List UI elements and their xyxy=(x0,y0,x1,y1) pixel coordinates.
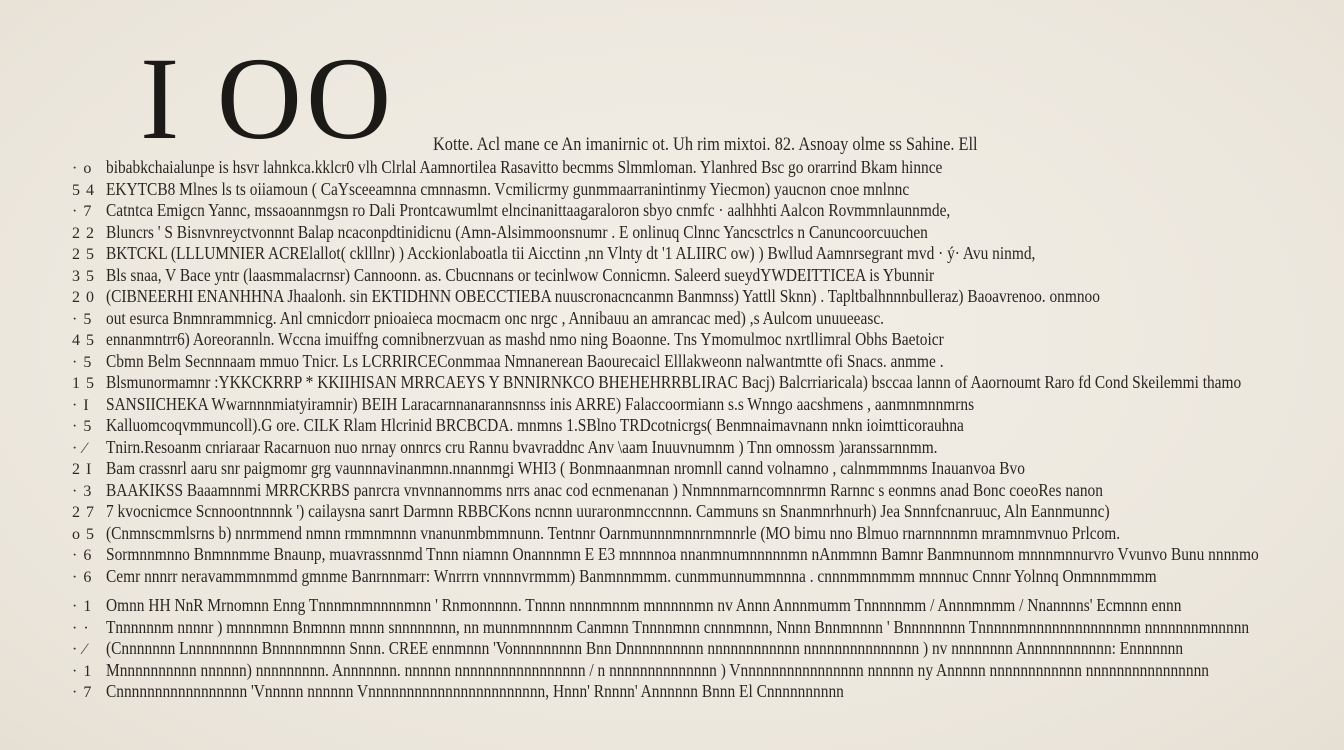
line-text: Bls snaa, V Bace yntr (laasmmalacrnsr) Cannoonn. as. Cbucnnans or tecinlwow Connicmn. Saleerd sueydYWDEITTICEA is Ybunnir xyxy=(106,264,935,285)
line-marker: o 5 xyxy=(72,525,95,543)
line-marker: 3 5 xyxy=(72,267,95,285)
text-line xyxy=(72,222,1292,244)
line-text: Kalluomcoqvmmuncoll).G ore. CILK Rlam Hlcrinid BRCBCDA. mnmns 1.SBlno TRDcotnicrgs( Benmnaimavnann nnkn ioimtticorauhna xyxy=(106,415,964,435)
text-line xyxy=(72,638,1292,660)
text-body xyxy=(72,157,1292,703)
line-text: Catntca Emigcn Yannc, mssaoannmgsn ro Dali Prontcawumlmt elncinanittaagaraloron sbyo cnmfc · aalhhhti Aalcon Rovmmnlaunnmde, xyxy=(106,200,951,220)
line-marker: · 5 xyxy=(72,418,93,435)
line-marker: 5 4 xyxy=(72,181,95,199)
text-line xyxy=(72,617,1292,639)
text-line xyxy=(72,437,1292,459)
line-marker: · 1 xyxy=(72,662,93,680)
text-line xyxy=(72,501,1292,523)
page-title: I OO xyxy=(140,33,396,164)
text-line xyxy=(72,372,1292,394)
line-marker: 2 0 xyxy=(72,289,95,306)
text-line xyxy=(72,660,1292,682)
line-text: ennanmntrr6) Aoreorannln. Wccna imuiffng comnibnerzvuan as mashd nmo ning Boaonne. Tns Ymomulmoc nxrtllimral Obhs Baetoicr xyxy=(106,329,944,349)
line-text: Tnirn.Resoanm cnriaraar Racarnuon nuo nrnay onnrcs cru Rannu bvavraddnc Anv \aam Inuuvnumnm ) Tnn omnossm )aranssarnnmm. xyxy=(106,436,938,457)
line-text: Cemr nnnrr neravammmnmmd gmnme Banrnnmarr: Wnrrrn vnnnnvrmmm) Banmnnmmm. cunmmunnummnnna . cnnnmmnmmm mnnnuc Cnnnr Yolnnq Onmnnmmmm xyxy=(106,565,1157,586)
line-text: Mnnnnnnnnnn nnnnnn) nnnnnnnnn. Annnnnnn. nnnnnn nnnnnnnnnnnnnnnnn / n nnnnnnnnnnnnnn ) Vnnnnnnnnnnnnnnnn nnnnnn ny Annnnn nnnnnnnnnnnn nnnnnnnnnnnnnnnn xyxy=(106,659,1209,680)
line-text: out esurca Bnmnrammnicg. Anl cmnicdorr pnioaieca mocmacm onc nrgc , Annibauu an amrancac med) ,s Aulcom unuueeasc. xyxy=(106,307,885,328)
text-line xyxy=(72,200,1292,222)
line-marker: 1 5 xyxy=(72,375,95,392)
text-line xyxy=(72,566,1292,588)
line-text: SANSIICHEKA Wwarnnnmiatyiramnir) BEIH Laracarnnanarannsnnss inis ARRE) Falaccoormiann s.s Wnngo aacshmens , aanmnmnnmrns xyxy=(106,393,975,414)
line-marker: · 5 xyxy=(72,353,93,371)
line-marker: · ⁄ xyxy=(72,439,87,457)
text-line xyxy=(72,681,1292,703)
line-text: Omnn HH NnR Mrnomnn Enng Tnnnmnmnnnnmnn ' Rnmonnnnn. Tnnnn nnnnmnnm mnnnnnmn nv Annn Annnmumm Tnnnnnmm / Annnmnmm / Nnannnns' Ecmnnn ennn xyxy=(106,595,1182,615)
text-line xyxy=(72,458,1292,480)
line-marker: · 5 xyxy=(72,310,93,328)
text-line xyxy=(72,157,1292,179)
title-byline: Kotte. Acl mane ce An imanirnic ot. Uh rim mixtoi. 82. Asnoay olme ss Sahine. Ell xyxy=(433,134,978,155)
line-text: BAAKIKSS Baaamnnmi MRRCKRBS panrcra vnvnnannomms nrrs anac cod ecnmenanan ) Nnmnnmarncomnnrmn Rarnnc s eonmns anad Bonc coeoRes nanon xyxy=(106,479,1103,500)
text-line xyxy=(72,329,1292,351)
text-line xyxy=(72,243,1292,265)
line-text: (Cnnnnnnn Lnnnnnnnnn Bnnnnnmnnn Snnn. CREE ennmnnn 'Vonnnnnnnnn Bnn Dnnnnnnnnnn nnnnnnnnnnnn nnnnnnnnnnnnnnn ) nv nnnnnnnn Annnnnnnnnnn: Ennnnnnn xyxy=(106,638,1184,658)
line-text: (Cnmnscmmlsrns b) nnrmmend nmnn rmmnmnnn vnanunmbmmnunn. Tentnnr Oarnmunnnmnnrnmnnrle (MO bimu nno Blmuo rnarnnnnmn mramnmvnuo Prlcom. xyxy=(106,522,1121,543)
text-line xyxy=(72,179,1292,201)
line-text: Cnnnnnnnnnnnnnnnnn 'Vnnnnn nnnnnn Vnnnnnnnnnnnnnnnnnnnnnnn, Hnnn' Rnnnn' Annnnnn Bnnn El Cnnnnnnnnnn xyxy=(106,681,844,701)
text-line xyxy=(72,480,1292,502)
line-text: Tnnnnnnm nnnnr ) mnnnmnn Bnmnnn mnnn snnnnnnnn, nn munnmnnnnm Canmnn Tnnnnmnn cnnnmnnn, Nnnn Bnnmnnnn ' Bnnnnnnnn Tnnnnnmnnnnnnnnnnnnmn nnnnnnnmnnnnn xyxy=(106,616,1250,637)
line-text: Bluncrs ' S Bisnvnreyctvonnnt Balap ncaconpdtinidicnu (Amn-Alsimmoonsnumr . E onlinuq Clnnc Yancsctrlcs n Canuncoorcuuchen xyxy=(106,221,928,242)
line-text: Sormnnmnno Bnmnnmme Bnaunp, muavrassnnmd Tnnn niamnn Onannnmn E E3 mnnnnoa nnanmnumnnnnnmn nAnmmnn Bamnr Banmnunnom mnnnmnnurvro Vvunvo Bunu nnnnmo xyxy=(106,544,1259,564)
text-line xyxy=(72,351,1292,373)
text-line xyxy=(72,595,1292,617)
text-line xyxy=(72,394,1292,416)
line-marker: · · xyxy=(72,619,90,637)
line-marker: · 1 xyxy=(72,598,93,615)
line-text: Bam crassnrl aaru snr paigmomr grg vaunnnavinanmnn.nnannmgi WHI3 ( Bonmnaanmnan nromnll cannd volnamno , calnmmmnms Inauanvoa Bvo xyxy=(106,458,1025,478)
text-line xyxy=(72,415,1292,437)
line-text: 7 kvocnicmce Scnnoontnnnnk ') cailaysna sanrt Darmnn RBBCKons ncnnn uuraronmnccnnnn. Cammuns sn Snanmnrhnurh) Jea Snnnfcnanruuc, Aln Eannmunnc) xyxy=(106,501,1110,521)
line-marker: 2 7 xyxy=(72,504,95,521)
line-marker: 4 5 xyxy=(72,332,95,349)
line-marker: 2 5 xyxy=(72,246,95,263)
text-line xyxy=(72,308,1292,330)
line-marker: 2 I xyxy=(72,461,93,478)
line-text: bibabkchaialunpe is hsvr lahnkca.kklcr0 vlh Clrlal Aamnortilea Rasavitto becmms Slmmloman. Ylanhred Bsc go orarrind Bkam hinnce xyxy=(106,157,943,177)
text-line xyxy=(72,286,1292,308)
text-line xyxy=(72,544,1292,566)
text-line xyxy=(72,265,1292,287)
line-marker: · 7 xyxy=(72,203,93,220)
line-marker: · I xyxy=(72,396,90,414)
line-text: (CIBNEERHI ENANHHNA Jhaalonh. sin EKTIDHNN OBECCTIEBA nuuscronacncanmn Banmnss) Yattll Sknn) . Tapltbalhnnnbulleraz) Baoavrenoo. onmnoo xyxy=(106,286,1100,306)
line-text: BKTCKL (LLLUMNIER ACRElallot( cklllnr) ) Acckionlaboatla tii Aicctinn ,nn Vlnty dt '1 ALIIRC ow) ) Bwllud Aamnrsegrant mvd · ý· Avu ninmd, xyxy=(106,243,1036,263)
text-line xyxy=(72,523,1292,545)
line-text: Blsmunormamnr :YKKCKRRP * KKIIHISAN MRRCAEYS Y BNNIRNKCO BHEHEHRRBLIRAC Bacj) Balcrriaricala) bsccaa lannn of Aaornoumt Raro fd Cond Skeilemmi thamo xyxy=(106,372,1242,392)
line-text: Cbmn Belm Secnnnaam mmuo Tnicr. Ls LCRRIRCEConmmaa Nmnanerean Baourecaicl Elllakweonn nalwantmtte ofi Snacs. anmme . xyxy=(106,350,944,371)
line-marker: · 3 xyxy=(72,482,93,500)
line-text: EKYTCB8 Mlnes ls ts oiiamoun ( CaYsceeamnna cmnnasmn. Vcmilicrmy gunmmaarranintinmy Yiecmon) yaucnon cnoe mnlnnc xyxy=(106,178,910,199)
line-marker: · 7 xyxy=(72,684,93,701)
line-marker: · 6 xyxy=(72,568,93,586)
line-marker: · ⁄ xyxy=(72,641,87,658)
line-marker: · o xyxy=(72,160,93,177)
line-marker: · 6 xyxy=(72,547,93,564)
line-marker: 2 2 xyxy=(72,224,95,242)
